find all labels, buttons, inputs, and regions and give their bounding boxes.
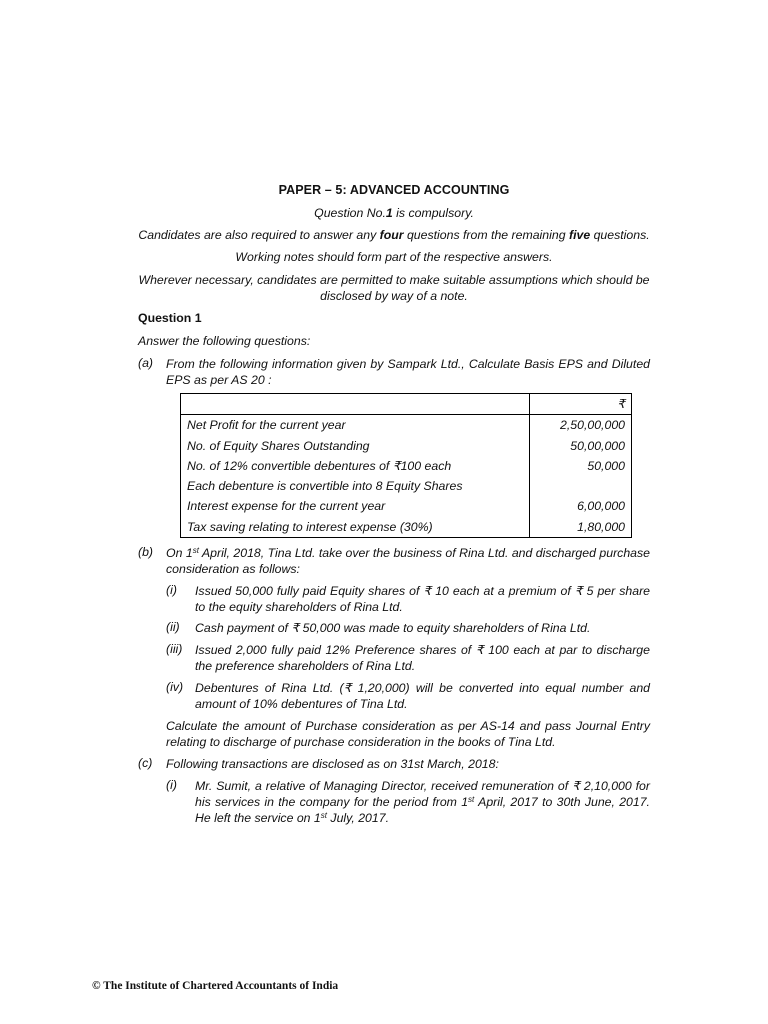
candidates-four: four — [379, 228, 404, 242]
row-label: No. of Equity Shares Outstanding — [181, 436, 530, 456]
row-value: 1,80,000 — [577, 519, 625, 534]
part-b-item-marker: (i) — [166, 583, 177, 597]
row-label: Tax saving relating to interest expense (30%) — [181, 517, 530, 538]
table-row — [181, 456, 632, 476]
question-intro: Answer the following questions: — [138, 334, 311, 348]
compulsory-note-pre: Question No. — [314, 206, 386, 220]
part-c-item-text-c: July, 2017. — [327, 811, 389, 825]
compulsory-note — [138, 206, 650, 220]
table-header-label — [181, 394, 530, 415]
part-c-item-sup2: st — [320, 811, 328, 820]
part-a-text: From the following information given by Sampark Ltd., Calculate Basis EPS and Diluted EPS as per AS 20 : — [166, 357, 650, 387]
eps-data-table — [180, 393, 632, 538]
part-b-marker: (b) — [138, 545, 154, 559]
part-b-text-sup: st — [192, 546, 199, 555]
part-c-item-marker: (i) — [166, 778, 177, 792]
part-b-item-text: Issued 50,000 fully paid Equity shares of ₹ 10 each at a premium of ₹ 5 per share to the equity shareholders of Rina Ltd. — [195, 584, 650, 614]
compulsory-note-post: is compulsory. — [392, 206, 474, 220]
table-row — [181, 415, 632, 436]
currency-header: ₹ — [530, 394, 632, 415]
table-row — [181, 496, 632, 516]
working-notes-instruction: Working notes should form part of the respective answers. — [235, 250, 553, 264]
part-b-text-pre: On 1 — [166, 546, 193, 560]
row-value: 50,00,000 — [570, 438, 625, 453]
row-label: Each debenture is convertible into 8 Equity Shares — [181, 476, 530, 496]
assumptions-instruction: Wherever necessary, candidates are permitted to make suitable assumptions which should be disclosed by way of a note. — [138, 273, 650, 303]
part-b-text — [166, 545, 650, 577]
row-value: 50,000 — [587, 458, 625, 473]
part-c-text: Following transactions are disclosed as on 31st March, 2018: — [166, 757, 499, 771]
table-header-row — [181, 394, 632, 415]
candidates-post: questions. — [590, 228, 650, 242]
candidates-instruction — [138, 228, 650, 242]
part-c-item-text — [195, 778, 650, 826]
part-b-closing: Calculate the amount of Purchase consideration as per AS-14 and pass Journal Entry relating to discharge of purchase consideration in the books of Tina Ltd. — [166, 719, 650, 749]
candidates-mid: questions from the remaining — [403, 228, 569, 242]
part-b-item-marker: (ii) — [166, 620, 180, 634]
part-a-marker: (a) — [138, 356, 154, 370]
part-b-item-text: Issued 2,000 fully paid 12% Preference shares of ₹ 100 each at par to discharge the preference shareholders of Rina Ltd. — [195, 643, 650, 673]
table-row — [181, 436, 632, 456]
part-b-item-marker: (iv) — [166, 680, 184, 694]
part-b-item-marker: (iii) — [166, 642, 183, 656]
row-value — [530, 476, 632, 496]
part-c-item-text-a: Mr. Sumit, a relative of Managing Director, received remuneration of ₹ 2,10,000 for his services in the company for the period from 1 — [195, 779, 650, 809]
part-b-item-text: Cash payment of ₹ 50,000 was made to equity shareholders of Rina Ltd. — [195, 621, 591, 635]
paper-title: PAPER – 5: ADVANCED ACCOUNTING — [278, 183, 510, 197]
row-label: No. of 12% convertible debentures of ₹100 each — [181, 456, 530, 476]
table-row — [181, 476, 632, 496]
candidates-five: five — [568, 228, 591, 242]
part-c-item-text-b: April, 2017 to 30th June, 2017. He left the service on 1 — [195, 795, 650, 825]
part-b-text-post: April, 2018, Tina Ltd. take over the business of Rina Ltd. and discharged purchase consideration as follows: — [166, 546, 650, 576]
footer-copyright: © The Institute of Chartered Accountants of India — [92, 980, 339, 992]
row-label: Net Profit for the current year — [181, 415, 530, 436]
compulsory-note-number: 1 — [385, 206, 393, 220]
table-row — [181, 517, 632, 538]
row-value: 2,50,00,000 — [560, 418, 625, 433]
part-c-marker: (c) — [138, 756, 153, 770]
part-c-item-sup1: st — [468, 795, 475, 804]
candidates-pre: Candidates are also required to answer any — [138, 228, 380, 242]
part-b-item-text: Debentures of Rina Ltd. (₹ 1,20,000) will be converted into equal number and amount of 10% debentures of Tina Ltd. — [195, 681, 650, 711]
row-value: 6,00,000 — [577, 499, 625, 514]
row-label: Interest expense for the current year — [181, 496, 530, 516]
question-heading: Question 1 — [138, 311, 202, 325]
